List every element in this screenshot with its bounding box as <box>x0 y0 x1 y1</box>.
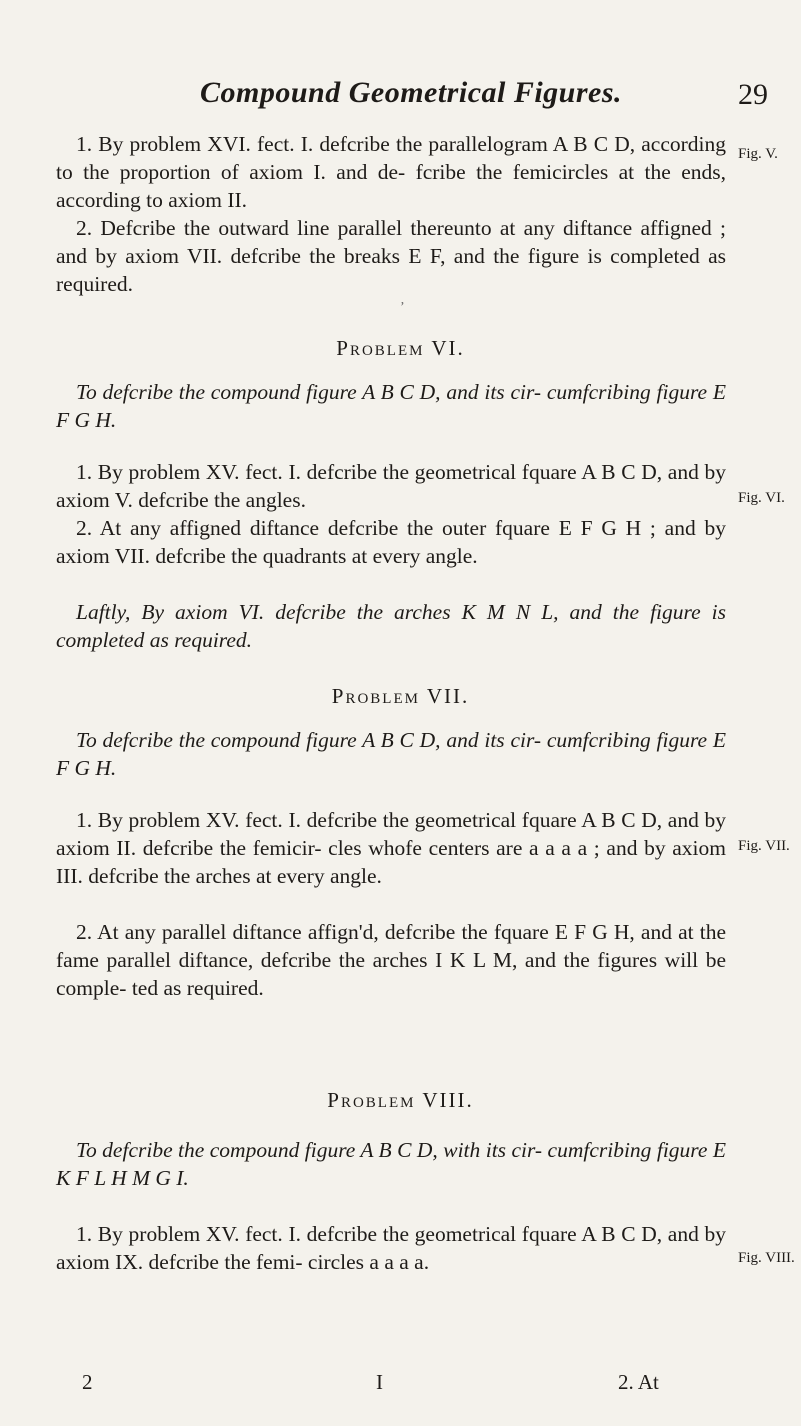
problem-6-statement-block <box>56 378 726 434</box>
problem-7-step-1: 1. By problem XV. fect. I. defcribe the geometrical fquare A B C D, and by axiom II. defcribe the femicir- cles whofe centers are a a a a ; and by axiom III. defcribe the arches at every angle. <box>56 808 726 888</box>
page-number: 29 <box>738 78 768 111</box>
problem-8-step-1: 1. By problem XV. fect. I. defcribe the geometrical fquare A B C D, and by axiom IX. defcribe the femi- circles a a a a. <box>56 1222 726 1274</box>
fig-5-label: Fig. V. <box>738 146 778 162</box>
problem-5-step-2: 2. Defcribe the outward line parallel thereunto at any diftance affigned ; and by axiom VII. defcribe the breaks E F, and the figure is completed as required. <box>56 216 726 296</box>
problem-8-heading: Problem VIII. <box>327 1088 474 1112</box>
problem-6-step-2: 2. At any affigned diftance defcribe the outer fquare E F G H ; and by axiom VII. defcribe the quadrants at every angle. <box>56 516 726 568</box>
problem-6-step-3-block <box>56 598 726 654</box>
signature-mark-left: 2 <box>82 1370 93 1394</box>
problem-5-step-2-block <box>56 214 726 298</box>
problem-6-step-3 <box>56 598 726 654</box>
problem-8-statement-block <box>56 1136 726 1192</box>
problem-5-step-1-block <box>56 130 726 214</box>
problem-7-step-2-block <box>56 918 726 1002</box>
fig-6-label: Fig. VI. <box>738 490 785 506</box>
problem-7-statement: To defcribe the compound figure A B C D, and its cir- cumfcribing figure E F G H. <box>56 728 726 780</box>
problem-6-statement: To defcribe the compound figure A B C D, and its cir- cumfcribing figure E F G H. <box>56 380 726 432</box>
problem-6-step-1-block <box>56 458 726 514</box>
problem-8-statement: To defcribe the compound figure A B C D, with its cir- cumfcribing figure E K F L H M G I. <box>56 1138 726 1190</box>
catchword: 2. At <box>618 1370 659 1394</box>
problem-6-step-1: 1. By problem XV. fect. I. defcribe the geometrical fquare A B C D, and by axiom V. defcribe the angles. <box>56 460 726 512</box>
running-title: Compound Geometrical Figures. <box>200 76 623 109</box>
problem-7-step-1-block <box>56 806 726 890</box>
problem-7-heading: Problem VII. <box>331 684 470 708</box>
fig-8-label: Fig. VIII. <box>738 1250 795 1266</box>
signature-mark-mid: I <box>376 1370 383 1394</box>
problem-7-step-2: 2. At any parallel diftance affign'd, defcribe the fquare E F G H, and at the fame parallel diftance, defcribe the arches I K L M, and the figures will be comple- ted as required. <box>56 920 726 1000</box>
problem-6-step-2-block <box>56 514 726 570</box>
problem-5-step-1: 1. By problem XVI. fect. I. defcribe the parallelogram A B C D, according to the proportion of axiom I. and de- fcribe the femicircles at the ends, according to axiom II. <box>56 132 726 212</box>
problem-6-heading: Problem VI. <box>336 336 465 360</box>
stray-mark: ’ <box>400 300 405 315</box>
problem-6-step-3-text: Laftly, By axiom VI. defcribe the arches K M N L, and the figure is completed as required. <box>56 600 726 652</box>
fig-7-label: Fig. VII. <box>738 838 790 854</box>
problem-7-statement-block <box>56 726 726 782</box>
problem-8-step-1-block <box>56 1220 726 1276</box>
